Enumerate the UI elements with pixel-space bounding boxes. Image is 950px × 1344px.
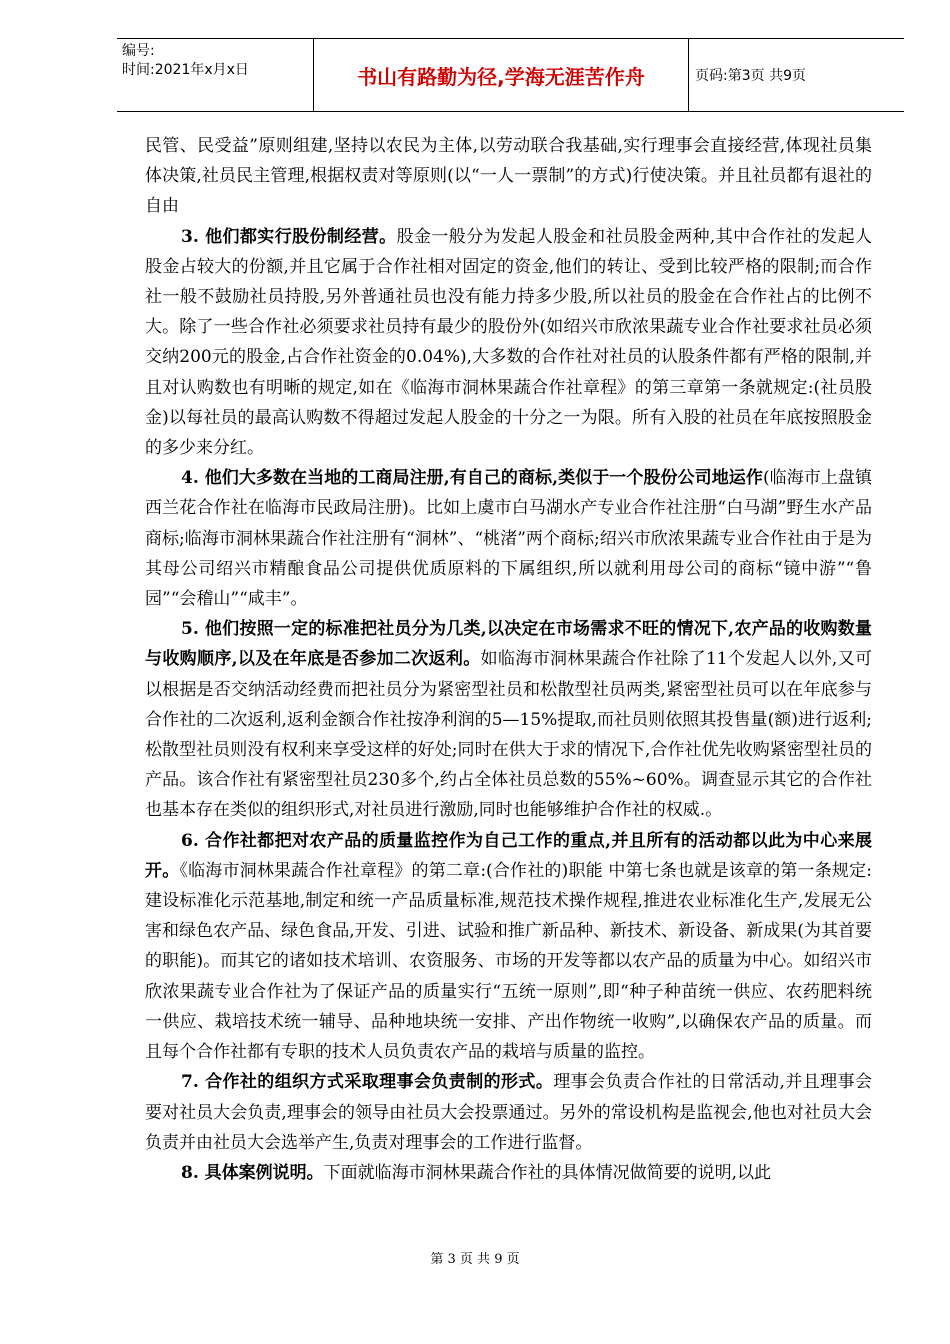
paragraph-text: 《临海市洞林果蔬合作社章程》的第二章:(合作社的)职能 中第七条也就是该章的第一条规定:建设标准化示范基地,制定和统一产品质量标准,规范技术操作规程,推进农业标准化生产,发展无公害和绿色农产品、绿色食品,开发、引进、试验和推广新品种、新技术、新设备、新成果(为其首要的职能)。而其它的诸如技术培训、农资服务、市场的开发等都以农产品的质量为中心。如绍兴市欣浓果蔬专业合作社为了保证产品的质量实行“五统一原则”,即“种子种苗统一供应、农药肥料统一供应、栽培技术统一辅导、品种地块统一安排、产出作物统一收购”,以确保农产品的质量。而且每个合作社都有专职的技术人员负责农产品的栽培与质量的监控。 [145,860,873,1063]
page-footer [0,1248,950,1267]
header-motto: 书山有路勤为径,学海无涯苦作舟 [314,39,689,111]
paragraph-heading: 7. 合作社的组织方式采取理事会负责制的形式。 [181,1072,554,1093]
paragraph-8 [145,1158,872,1188]
paragraph-4 [145,463,872,614]
header-meta [117,39,314,111]
doc-time-label: 时间:2021年x月x日 [122,62,249,78]
footer-page-number: 第 3 页 共 9 页 [430,1252,520,1267]
paragraph-text: 如临海市洞林果蔬合作社除了11个发起人以外,又可以根据是否交纳活动经费而把社员分为紧密型社员和松散型社员两类,紧密型社员可以在年底参与合作社的二次返利,返利金额合作社按净利润的5—15%提取,而社员则依照其投售量(额)进行返利;松散型社员则没有权利来享受这样的好处;同时在供大于求的情况下,合作社优先收购紧密型社员的产品。该合作社有紧密型社员230多个,约占全体社员总数的55%~60%。调查显示其它的合作社也基本存在类似的组织形式,对社员进行激励,同时也能够维护合作社的权威.。 [145,649,872,821]
header-page-number: 页码:第3页 共9页 [695,68,806,84]
paragraph-5 [145,614,872,825]
paragraph-heading: 6. 合作社都把对农产品的质量监控作为自己工作的重点,并且所有的活动都以此为中心来展开。 [145,830,872,881]
paragraph-heading: 5. 他们按照一定的标准把社员分为几类,以决定在市场需求不旺的情况下,农产品的收购数量与收购顺序,以及在年底是否参加二次返利。 [145,619,872,670]
doc-number-label: 编号: [122,43,155,59]
paragraph-text: (临海市上盘镇西兰花合作社在临海市民政局注册)。比如上虞市白马湖水产专业合作社注册“白马湖”野生水产品商标;临海市洞林果蔬合作社注册有“洞林”、“桃渚”两个商标;绍兴市欣浓果蔬专业合作社由于是为其母公司绍兴市精酿食品公司提供优质原料的下属组织,所以就利用母公司的商标“镜中游”“鲁园”“会稽山”“咸丰”。 [145,468,872,610]
paragraph-6 [145,826,872,1068]
paragraph-text: 民管、民受益”原则组建,坚持以农民为主体,以劳动联合我基础,实行理事会直接经营,体现社员集体决策,社员民主管理,根据权责对等原则(以“一人一票制”的方式)行使决策。并且社员都有退社的自由 [145,136,872,217]
page-header [117,38,904,112]
paragraph-text: 下面就临海市洞林果蔬合作社的具体情况做简要的说明,以此 [323,1162,772,1183]
document-body [145,131,872,1188]
paragraph-7 [145,1067,872,1158]
paragraph-text: 股金一般分为发起人股金和社员股金两种,其中合作社的发起人股金占较大的份额,并且它属于合作社相对固定的资金,他们的转让、受到比较严格的限制;而合作社一般不鼓励社员持股,另外普通社员也没有能力持多少股,所以社员的股金在合作社占的比例不大。除了一些合作社必须要求社员持有最少的股份外(如绍兴市欣浓果蔬专业合作社要求社员必须交纳200元的股金,占合作社资金的0.04%),大多数的合作社对社员的认股条件都有严格的限制,并且对认购数也有明晰的规定,如在《临海市洞林果蔬合作社章程》的第三章第一条就规定:(社员股金)以每社员的最高认购数不得超过发起人股金的十分之一为限。所有入股的社员在年底按照股金的多少来分红。 [145,226,873,459]
paragraph-heading: 8. 具体案例说明。 [181,1162,324,1183]
paragraph-continuation [145,131,872,222]
paragraph-heading: 3. 他们都实行股份制经营。 [181,226,397,247]
paragraph-3 [145,222,872,464]
paragraph-text: 理事会负责合作社的日常活动,并且理事会要对社员大会负责,理事会的领导由社员大会投票通过。另外的常设机构是监视会,他也对社员大会负责并由社员大会选举产生,负责对理事会的工作进行监督。 [145,1072,873,1153]
paragraph-heading: 4. 他们大多数在当地的工商局注册,有自己的商标,类似于一个股份公司地运作 [181,468,763,489]
